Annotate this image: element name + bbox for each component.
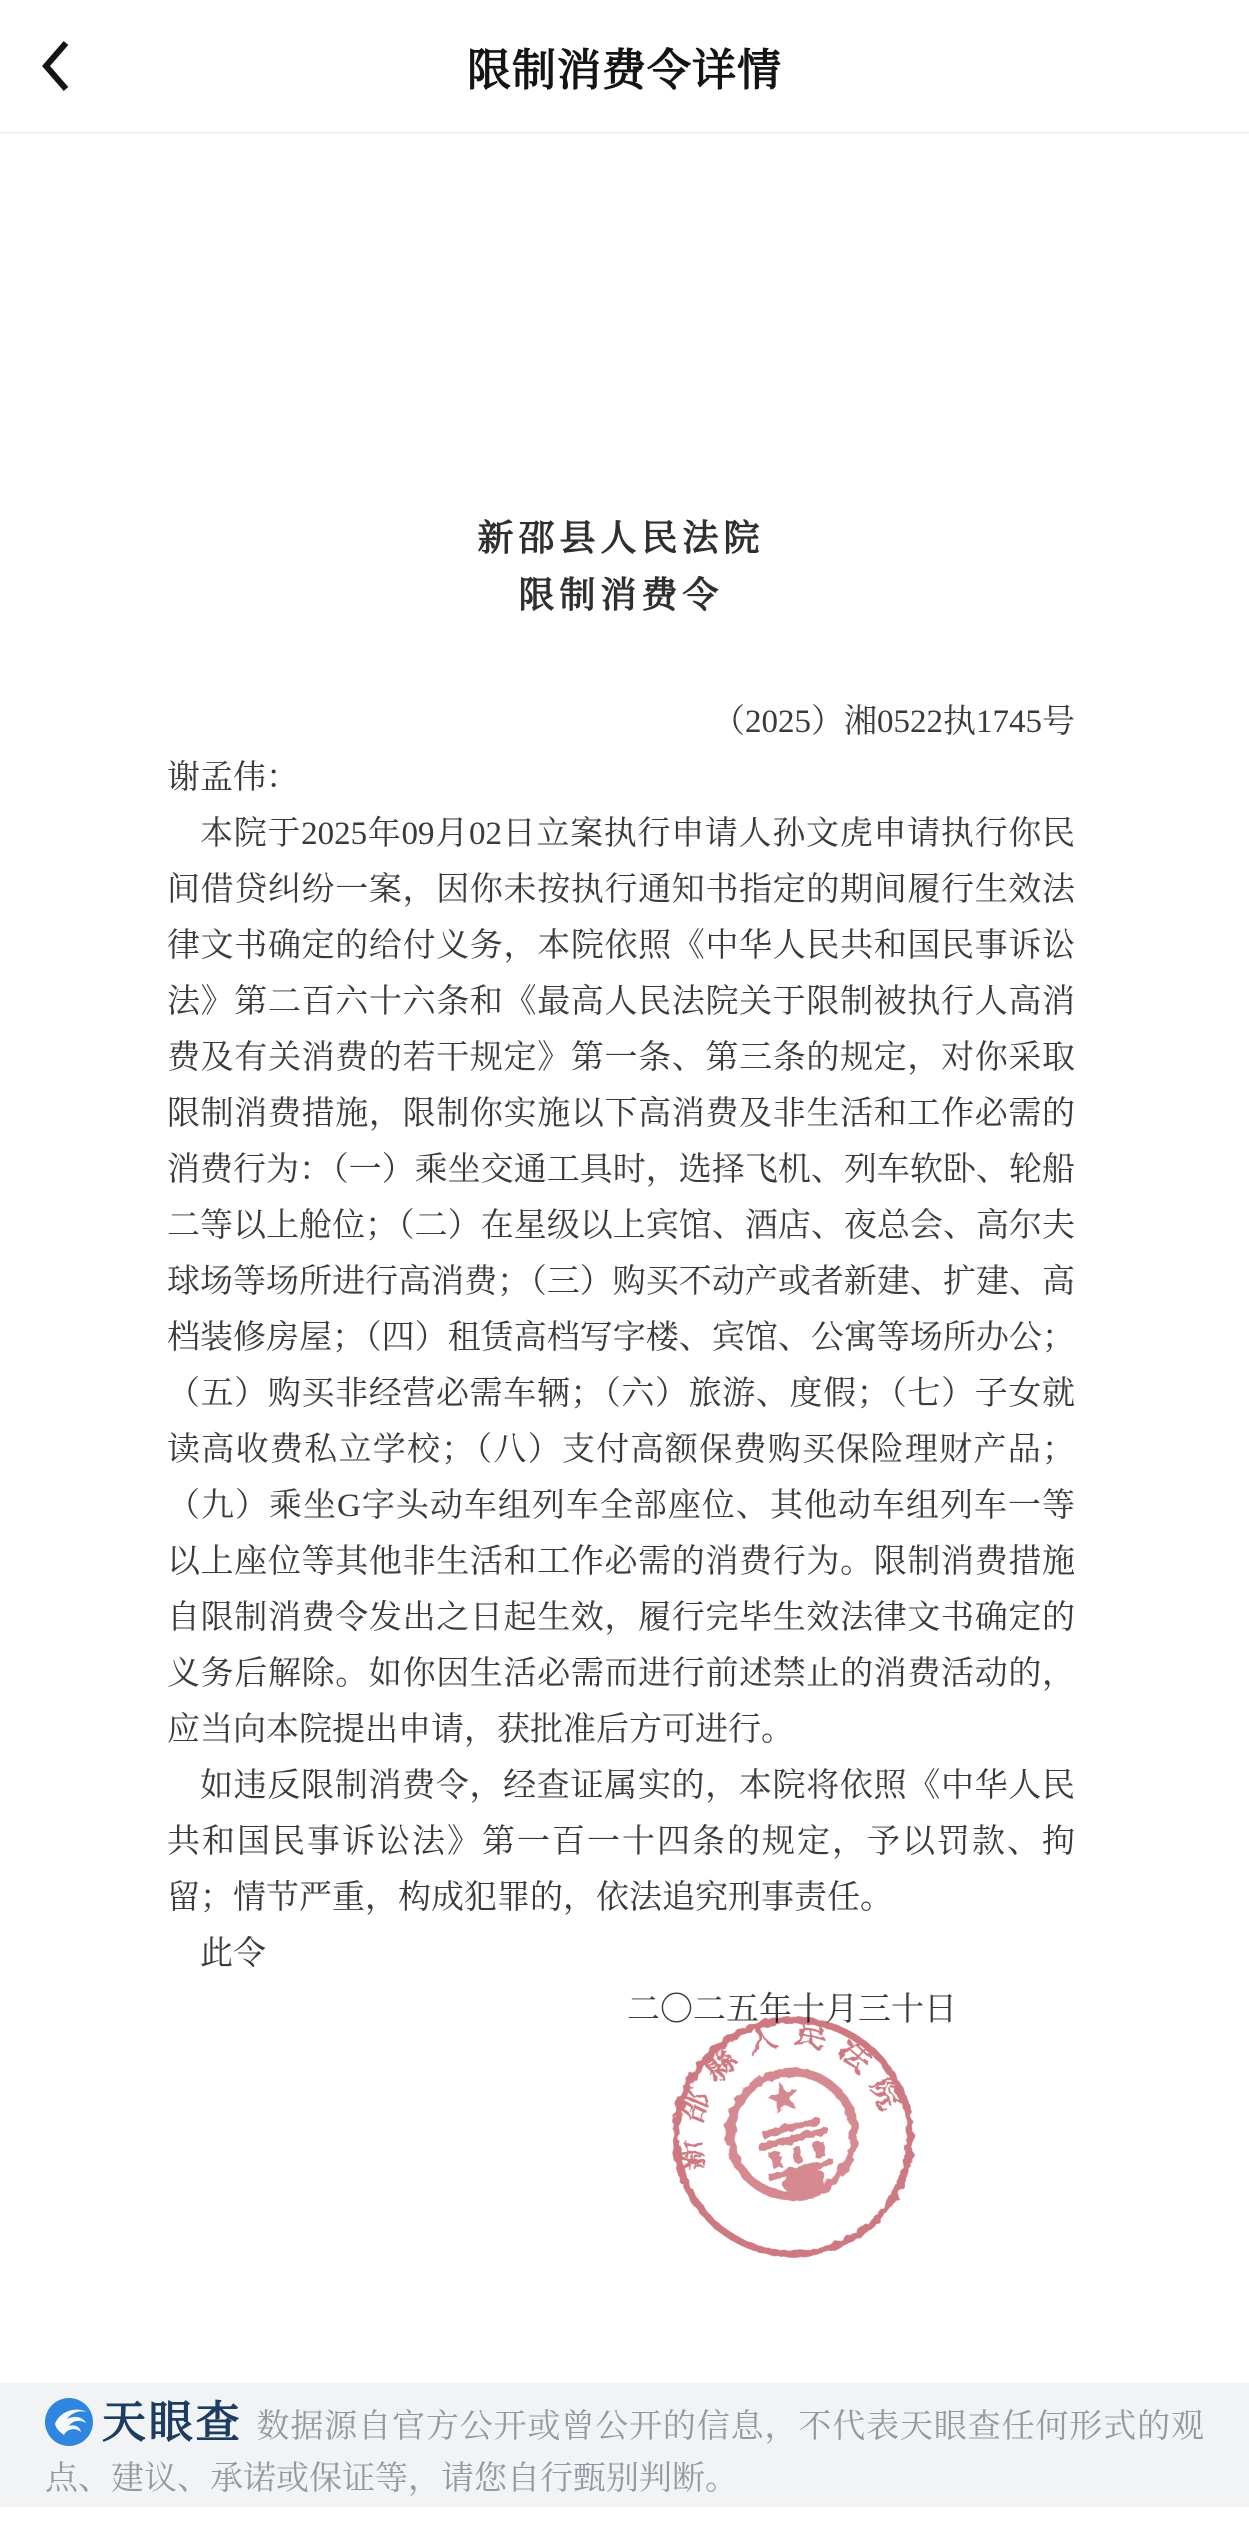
court-name: 新邵县人民法院: [477, 518, 765, 558]
closing-phrase: 此令: [200, 1936, 266, 1972]
back-button[interactable]: [30, 29, 80, 103]
disclaimer-text: 数据源自官方公开或曾公开的信息，不代表天眼查任何形式的观点、建议、承诺或保证等，请您自行甄别判断。: [45, 2407, 1205, 2496]
page-title: 限制消费令详情: [467, 46, 782, 95]
seal-outer-ring: [668, 2012, 918, 2262]
document-type-title: 限制消费令: [518, 575, 724, 615]
document-paragraph: 本院于2025年09月02日立案执行申请人孙文虎申请执行你民间借贷纠纷一案，因你未按执行通知书指定的期间履行生效法律文书确定的给付义务，本院依照《中华人民共和国民事诉讼法》第二百六十六条和《最高人民法院关于限制被执行人高消费及有关消费的若干规定》第一条、第三条的规定，对你采取限制消费措施，限制你实施以下高消费及非生活和工作必需的消费行为：（一）乘坐交通工具时，选择飞机、列车软卧、轮船二等以上舱位；（二）在星级以上宾馆、酒店、夜总会、高尔夫球场等场所进行高消费；（三）购买不动产或者新建、扩建、高档装修房屋；（四）租赁高档写字楼、宾馆、公寓等场所办公；（五）购买非经营必需车辆；（六）旅游、度假；（七）子女就读高收费私立学校；（八）支付高额保费购买保险理财产品；（九）乘坐G字头动车组列车全部座位、其他动车组列车一等以上座位等其他非生活和工作必需的消费行为。限制消费措施自限制消费令发出之日起生效，履行完毕生效法律文书确定的义务后解除。如你因生活必需而进行前述禁止的消费活动的，应当向本院提出申请，获批准后方可进行。: [167, 816, 1075, 1748]
document-date: 二〇二五年十月三十日: [627, 1992, 957, 2028]
document-scan-image[interactable]: [0, 134, 1249, 2383]
addressee: 谢孟伟：: [167, 760, 299, 796]
tianyancha-logo: [45, 2398, 243, 2447]
app-header: [0, 0, 1249, 133]
court-document: [167, 510, 1075, 2038]
chevron-left-icon: [40, 39, 70, 93]
brand-name: 天眼查: [101, 2398, 243, 2447]
document-paragraph: 如违反限制消费令，经查证属实的，本院将依照《中华人民共和国民事诉讼法》第一百一十四条的规定，予以罚款、拘留；情节严重，构成犯罪的，依法追究刑事责任。: [167, 1768, 1075, 1916]
court-seal-stamp: [668, 2012, 918, 2262]
tianyancha-eye-icon: [45, 2398, 93, 2446]
case-number: （2025）湘0522执1745号: [712, 704, 1075, 740]
disclaimer-paragraph: [45, 2397, 1204, 2504]
national-emblem-icon: [717, 2059, 867, 2209]
footer-disclaimer-bar: [0, 2383, 1249, 2507]
seal-arc-text: 新邵縣人民法院: [671, 2015, 913, 2173]
